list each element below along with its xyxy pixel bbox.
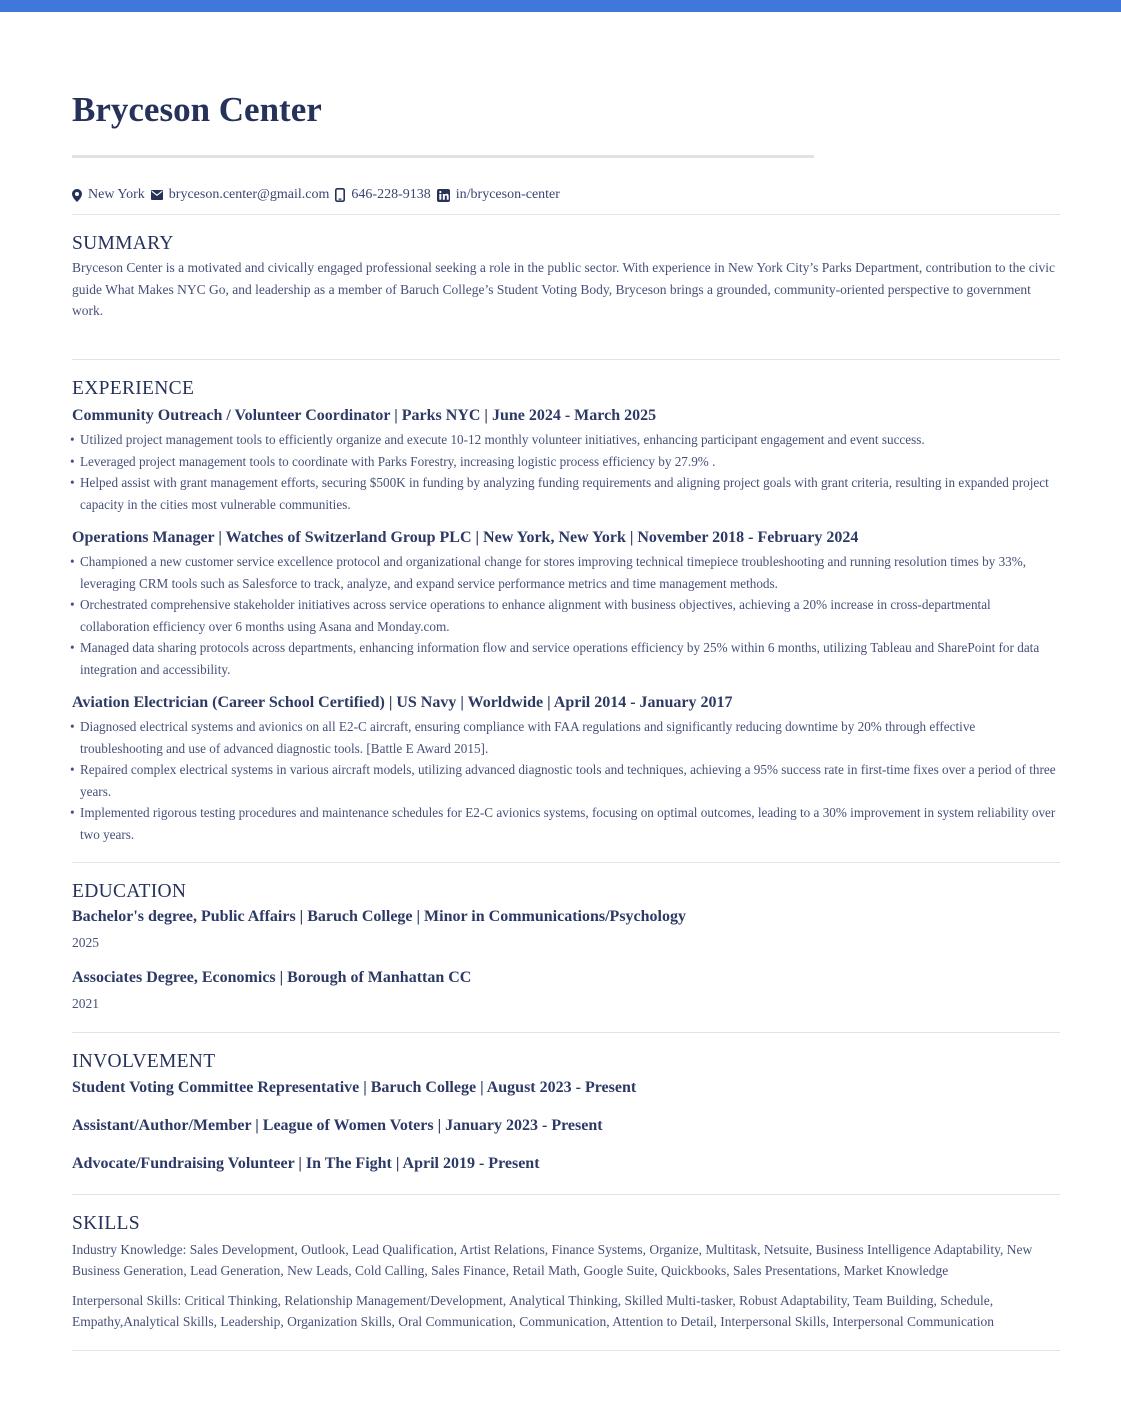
email-link[interactable]: bryceson.center@gmail.com — [168, 187, 330, 202]
contact-email[interactable] — [151, 187, 330, 203]
divider — [72, 1032, 1060, 1033]
job-heading: Operations Manager | Watches of Switzerland Group PLC | New York, New York | November 2018 - February 2024 — [72, 529, 859, 546]
job-bullets — [72, 551, 1060, 680]
experience-title: EXPERIENCE — [72, 378, 195, 399]
job-bullet: • Helped assist with grant management efforts, securing $500K in funding by analyzing funding requirements and aligning project goals with grant criteria, resulting in expanded project capacity in the cities most vulnerable communities. — [72, 472, 1060, 515]
job-bullets — [72, 716, 1060, 845]
job-bullet: • Repaired complex electrical systems in various aircraft models, utilizing advanced diagnostic tools and techniques, achieving a 95% success rate in first-time fixes over a period of three years. — [72, 759, 1060, 802]
job-bullets — [72, 429, 1060, 515]
envelope-icon — [151, 190, 163, 200]
divider — [72, 1194, 1060, 1195]
job-heading: Community Outreach / Volunteer Coordinator | Parks NYC | June 2024 - March 2025 — [72, 407, 657, 424]
education-title: EDUCATION — [72, 881, 187, 902]
job-bullet: • Leveraged project management tools to coordinate with Parks Forestry, increasing logistic process efficiency by 27.9% . — [72, 451, 1060, 473]
contact-linkedin[interactable] — [437, 187, 560, 203]
involvement-item: Assistant/Author/Member | League of Women Voters | January 2023 - Present — [72, 1117, 603, 1134]
job-bullet: • Utilized project management tools to efficiently organize and execute 10-12 monthly volunteer initiatives, enhancing participant engagement and event success. — [72, 429, 1060, 451]
top-accent-bar — [0, 0, 1121, 12]
involvement-item: Advocate/Fundraising Volunteer | In The Fight | April 2019 - Present — [72, 1155, 540, 1172]
involvement-item: Student Voting Committee Representative | Baruch College | August 2023 - Present — [72, 1079, 637, 1096]
divider — [72, 862, 1060, 863]
skills-title: SKILLS — [72, 1213, 140, 1234]
linkedin-link[interactable]: in/bryceson-center — [455, 187, 560, 202]
divider — [72, 359, 1060, 360]
education-year: 2025 — [72, 935, 99, 950]
job-bullet: • Managed data sharing protocols across departments, enhancing information flow and service operations efficiency by 25% within 6 months, utilizing Tableau and SharePoint for data integration and accessibility. — [72, 637, 1060, 680]
education-heading: Associates Degree, Economics | Borough of Manhattan CC — [72, 969, 472, 986]
job-heading: Aviation Electrician (Career School Certified) | US Navy | Worldwide | April 2014 - January 2017 — [72, 694, 733, 711]
location-text: New York — [88, 187, 145, 202]
industry-skills: Industry Knowledge: Sales Development, Outlook, Lead Qualification, Artist Relations, Finance Systems, Organize, Multitask, Netsuite, Business Intelligence Adaptability, New Business Generation, Lead Generation, New Leads, Cold Calling, Sales Finance, Retail Math, Google Suite, Quickbooks, Sales Presentations, Market Knowledge — [72, 1242, 1033, 1279]
job-bullet: • Diagnosed electrical systems and avionics on all E2-C aircraft, ensuring compliance with FAA regulations and significantly reducing downtime by 20% through effective troubleshooting and use of advanced diagnostic tools. [Battle E Award 2015]. — [72, 716, 1060, 759]
interpersonal-skills: Interpersonal Skills: Critical Thinking, Relationship Management/Development, Analytical Thinking, Skilled Multi-tasker, Robust Adaptability, Team Building, Schedule, Empathy,Analytical Skills, Leadership, Organization Skills, Oral Communication, Communication, Attention to Detail, Interpersonal Skills, Interpersonal Communication — [72, 1293, 994, 1330]
job-entry — [72, 527, 1060, 680]
contact-location — [72, 187, 145, 203]
linkedin-icon — [437, 189, 450, 202]
education-heading: Bachelor's degree, Public Affairs | Baruch College | Minor in Communications/Psychology — [72, 908, 686, 925]
candidate-name: Bryceson Center — [72, 90, 322, 129]
phone-icon — [335, 188, 345, 202]
name-underline — [72, 155, 814, 158]
job-entry — [72, 692, 1060, 845]
education-entry — [72, 967, 1060, 1014]
location-pin-icon — [72, 189, 82, 202]
phone-link[interactable]: 646-228-9138 — [351, 187, 431, 202]
job-bullet: • Orchestrated comprehensive stakeholder initiatives across service operations to enhance alignment with business objectives, achieving a 20% increase in cross-departmental collaboration efficiency over 6 months using Asana and Monday.com. — [72, 594, 1060, 637]
divider — [72, 1350, 1060, 1351]
education-year: 2021 — [72, 996, 99, 1011]
summary-text: Bryceson Center is a motivated and civically engaged professional seeking a role in the public sector. With experience in New York City’s Parks Department, contribution to the civic guide What Makes NYC Go, and leadership as a member of Baruch College’s Student Voting Body, Bryceson brings a grounded, community-oriented perspective to government work. — [72, 260, 1055, 319]
job-bullet: • Implemented rigorous testing procedures and maintenance schedules for E2-C avionics systems, focusing on optimal outcomes, leading to a 30% improvement in system reliability over two years. — [72, 802, 1060, 845]
contact-row — [72, 185, 1060, 205]
involvement-title: INVOLVEMENT — [72, 1051, 216, 1072]
education-entry — [72, 906, 1060, 953]
job-entry — [72, 405, 1060, 515]
divider — [72, 214, 1060, 215]
job-bullet: • Championed a new customer service excellence protocol and organizational change for stores improving technical timepiece troubleshooting and running resolution times by 33%, leveraging CRM tools such as Salesforce to track, analyze, and expand service performance metrics and time management methods. — [72, 551, 1060, 594]
contact-phone[interactable] — [335, 187, 430, 203]
summary-title: SUMMARY — [72, 233, 174, 254]
